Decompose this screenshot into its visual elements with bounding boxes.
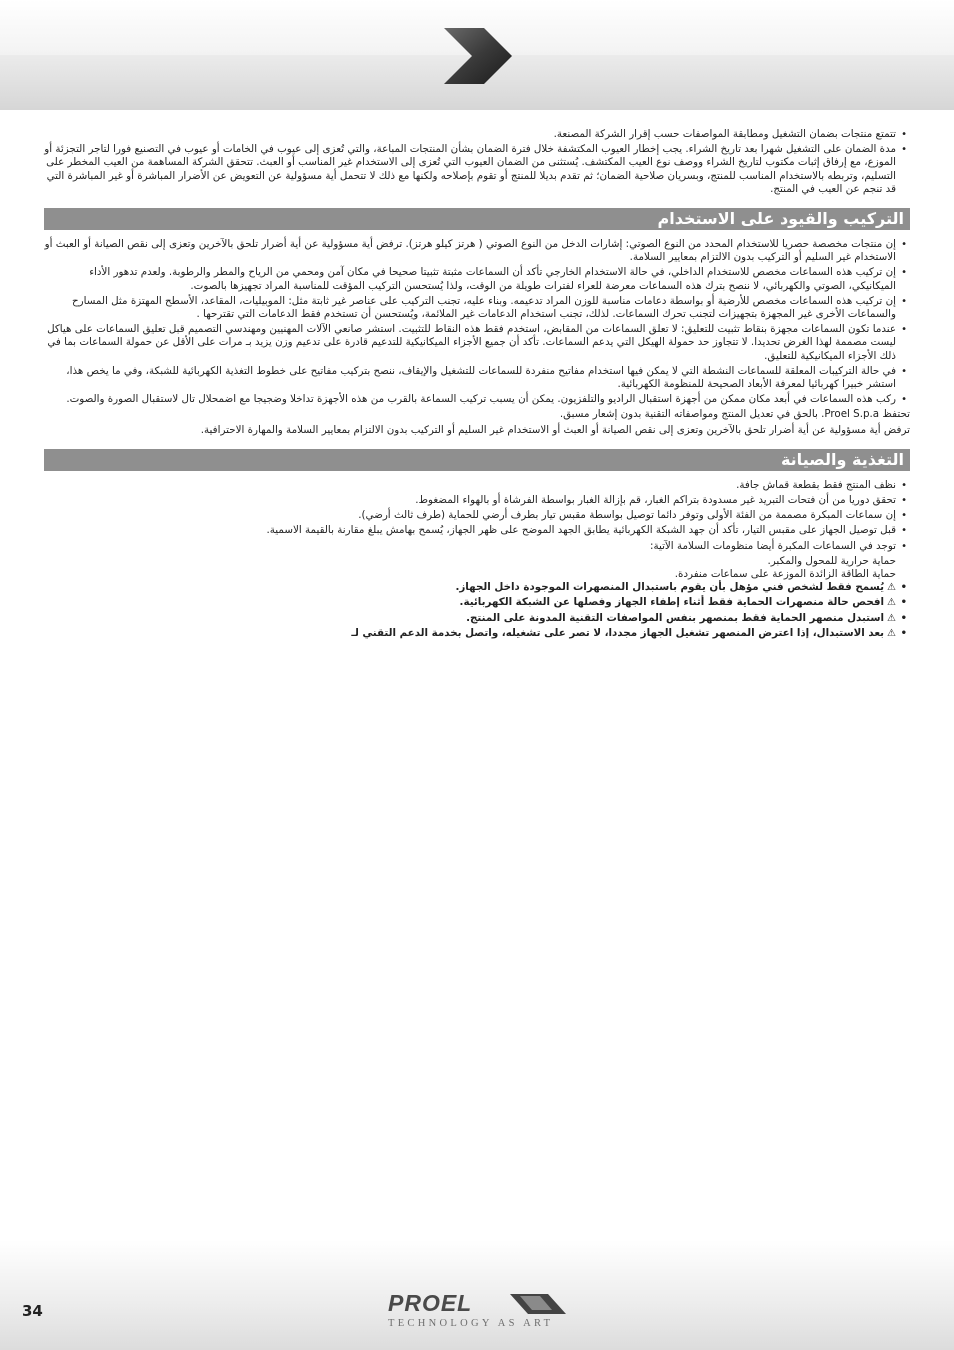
brand-logo — [386, 1290, 570, 1334]
section-heading-installation: التركيب والقيود على الاستخدام — [44, 208, 910, 230]
page-number: 34 — [22, 1302, 43, 1320]
logo-chevron-icon — [510, 1294, 566, 1316]
list-item: • توجد في السماعات المكبرة أيضا منظومات السلامة الآتية: — [44, 540, 910, 553]
list-item: • قبل توصيل الجهاز على مقبس التيار، تأكد أن جهد الشبكة الكهربائية يطابق الجهد الموضح على ظهر الجهاز، يُسمح بهامش يبلغ مقارنة بالقيمة الاسمية. — [44, 524, 910, 537]
power-list — [44, 479, 910, 553]
list-item: • مدة الضمان على التشغيل شهرا بعد تاريخ الشراء. يجب إخطار العيوب المكتشفة خلال فترة الضمان بشأن المنتجات المباعة، والتي تُعزى إلى عيوب في الخامات أو عيوب في التصنيع فورا لتاجر التجزئة أو الموزع، مع إرفاق إثبات مكتوب لتاريخ الشراء ووصف نوع العيب المكتشف. يُستثنى من الضمان العيوب التي تُعزى إلى الاستخدام غير المناسب أو العبث. تتحقق الشركة المساهمة من العيب المخطر على التسليم، وتربطه بالاستخدام المناسب للمنتج، وبسريان صلاحية الضمان؛ ثم تقدم بديلا للمنتج أو تقوم بإصلاحه ولكنها مع ذلك لا تتحمل أية مسؤولية عن التعويض عن الأضرار المباشرة أو غير المباشرة التي قد تنجم عن العيب في المنتج. — [44, 143, 910, 196]
warning-item — [44, 596, 910, 609]
header-band — [0, 0, 954, 110]
warning-icon: ⚠ — [887, 627, 896, 639]
warning-text: استبدل منصهر الحماية فقط بمنصهر بنفس المواصفات التقنية المدونة على المنتج. — [466, 611, 885, 624]
list-item: • تتمتع منتجات بضمان التشغيل ومطابقة المواصفات حسب إقرار الشركة المصنعة. — [44, 128, 910, 141]
list-item: • إن تركيب هذه السماعات مخصص للأرضية أو بواسطة دعامات مناسبة للوزن المراد تدعيمه. وبناء عليه، تجنب التركيب على عناصر غير ثابتة مثل: الموبيليات، المقاعد، الأسطح المهتزة مثل المسارح والسماعات الأخرى غير المجهزة بتجهيزات لتجنب تحرك السماعات. لذلك، تجنب استخدام الدعامات غير الملائمة، ويُستحسن أن تستخدم فقط الدعامات التي تقترحها . — [44, 295, 910, 321]
list-item: • إن منتجات مخصصة حصريا للاستخدام المحدد من النوع الصوتي: إشارات الدخل من النوع الصوتي ( هرتز كيلو هرتز). ترفض أية مسؤولية عن أية أضرار تلحق بالآخرين وتعزى إلى نقص الصيانة أو العبث أو الاستخدام غير السليم أو التركيب بدون الالتزام بمعايير السلامة. — [44, 238, 910, 264]
page-content — [44, 128, 910, 642]
warning-text: يُسمح فقط لشخص فني مؤهل بأن يقوم باستبدال المنصهرات الموجودة داخل الجهاز. — [455, 581, 885, 594]
logo-tagline: TECHNOLOGY AS ART — [388, 1318, 554, 1329]
chevron-icon — [444, 28, 514, 84]
note-paragraph: ترفض أية مسؤولية عن أية أضرار تلحق بالآخرين وتعزى إلى نقص الصيانة أو العبث أو الاستخدام غير السليم أو التركيب بدون الالتزام بمعايير السلامة والمهارة الاحترافية. — [200, 423, 910, 436]
logo-wordmark: PROEL — [388, 1290, 473, 1316]
warning-list — [44, 581, 910, 640]
list-item: • عندما تكون السماعات مجهزة بنقاط تثبيت للتعليق: لا تعلق السماعات من المقابض، استخدم فقط هذه النقاط للتثبيت. استشر صانعي الآلات المهنيين ومهندسي التصميم قبل تعليق السماعات على هياكل ليست مصممة لهذا الغرض تحديدا. لا تتجاوز حد حمولة الهيكل التي يدعم السماعات. تأكد أن جميع الأجزاء الميكانيكية للتدعيم قادرة على تدعيم وزن يزيد بـ مرات على الأقل عن حمولة السماعات بما في ذلك الأجزاء الميكانيكية للتعليق. — [44, 323, 910, 363]
sub-item: حماية الطاقة الزائدة الموزعة على سماعات منفردة. — [674, 568, 896, 581]
warning-icon: ⚠ — [887, 612, 896, 624]
warning-item — [44, 627, 910, 640]
installation-list — [44, 238, 910, 406]
section-heading-power: التغذية والصيانة — [44, 449, 910, 471]
warning-item — [44, 581, 910, 594]
list-item: • إن تركيب هذه السماعات مخصص للاستخدام الداخلي، في حالة الاستخدام الخارجي تأكد أن السماعات مثبتة تثبيتا صحيحا في مكان آمن ومحمي من الرياح والمطر والرطوبة. ولعدم تدهور الأداء الميكانيكي، الصوتي والكهربائي، لا ننصح بترك هذه السماعات معرضة للعراء لفترات طويلة من الوقت، ولذا يُستحسن التركيب المؤقت للمناسبة المراد تجهيزها بالصوت. — [44, 266, 910, 292]
warning-text: بعد الاستبدال، إذا اعترض المنصهر تشغيل الجهاز مجددا، لا تصر على تشغيله، واتصل بخدمة الدعم التقني لـ — [351, 626, 885, 639]
list-item: • في حالة التركيبات المعلقة للسماعات النشطة التي لا يمكن فيها استخدام مفاتيح منفردة للسماعات للتشغيل والإيقاف، ننصح بتركيب مفاتيح على خطوط التغذية الكهربائية للشبكة، وفي ما يخص هذا، استشر خبيرا كهربائيا لمعرفة الأبعاد الصحيحة للمنظومة الكهربائية. — [44, 365, 910, 391]
list-item: • ركب هذه السماعات في أبعد مكان ممكن من أجهزة استقبال الراديو والتلفزيون. يمكن أن يسبب تركيب السماعة بالقرب من هذه الأجهزة تداخلا وضجيجا مع اضمحلال تال لاستقبال الصورة والصوت. — [44, 393, 910, 406]
warning-icon: ⚠ — [887, 582, 896, 594]
list-item: • نظف المنتج فقط بقطعة قماش جافة. — [44, 479, 910, 492]
sub-item: حماية حرارية للمحول والمكبر. — [767, 554, 896, 567]
warranty-list — [44, 128, 910, 196]
warning-icon: ⚠ — [887, 597, 896, 609]
note-paragraph: تحتفظ Proel S.p.a. بالحق في تعديل المنتج ومواصفاته التقنية بدون إشعار مسبق. — [559, 408, 910, 421]
list-item: • تحقق دوريا من أن فتحات التبريد غير مسدودة بتراكم الغبار، قم بإزالة الغبار بواسطة الفرشاة أو بالهواء المضغوط. — [44, 494, 910, 507]
warning-item — [44, 612, 910, 625]
list-item: • إن سماعات المبكرة مصممة من الفئة الأولى وتوفر دائما توصيل بواسطة مقبس تيار بطرف أرضي للحماية (طرف ثالث أرضي). — [44, 509, 910, 522]
warning-text: افحص حالة منصهرات الحماية فقط أثناء إطفاء الجهاز وفصلها عن الشبكة الكهربائية. — [459, 596, 885, 609]
